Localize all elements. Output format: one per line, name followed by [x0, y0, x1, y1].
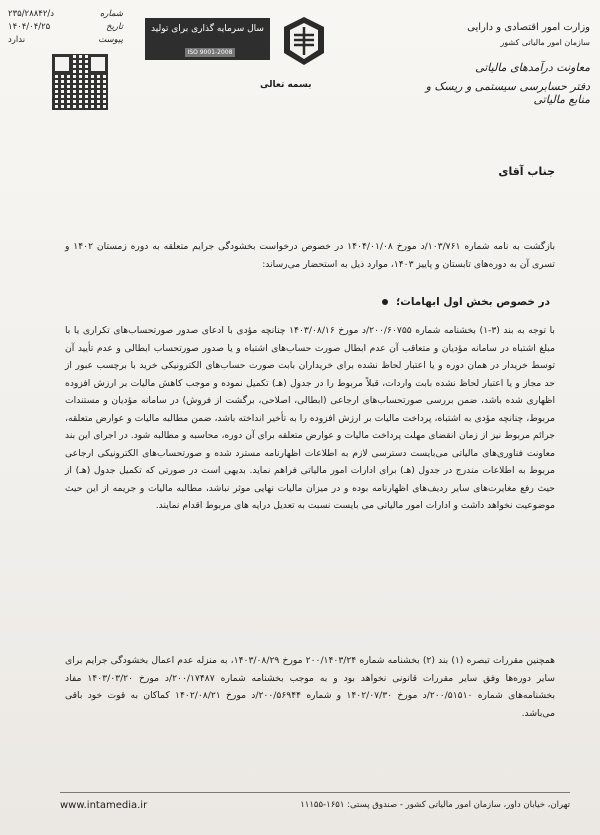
deputy-name: معاونت درآمدهای مالیاتی — [475, 61, 590, 74]
bullet-icon — [382, 299, 388, 305]
section-heading-text: در خصوص بخش اول ابهامات؛ — [396, 296, 550, 308]
ministry-header — [420, 22, 590, 106]
body-paragraph-1: با توجه به بند (۳-۱) بخشنامه شماره ۲۰۰/۶۰۷۵۵/د مورخ ۱۴۰۳/۰۸/۱۶ چنانچه مؤدی با ادعای صدور صورتحساب‌های تکراری یا با مبلغ اشتباه در سامانه مؤدیان و متعاقب آن عدم ابطال صورت حساب‌های اشتباه و یا صدور صورتحساب ابطالی و عدم تأیید آن توسط خریدار در همان دوره و یا اعتبار لحاظ نشده برای خریداران بابت صورت حساب‌های الکترونیکی خرید با برچسب عبور از حد مجاز و یا اعتبار لحاظ نشده بابت واردات، قبلاً مربوط را در جدول (هـ) تکمیل نموده و موجب کاهش مالیات بر ارزش افزوده اظهاری شده باشد، ضمن بررسی صورتحساب‌های ارجاعی (ابطالی، اصلاحی، برگشت از فروش) در سامانه مؤدیان و مستندات مربوط، چنانچه مؤدی به اشتباه، پرداخت مالیات بر ارزش افزوده را به تأخیر انداخته باشد، ضمن مطالبه مالیات و عوارض متعلقه، جرائم مربوط نیز از زمان انقضای مهلت پرداخت مالیات و عوارض متعلقه برای آن دوره، محاسبه و مطالبه شود. در اجرای این بند معاونت فناوری‌های مالیاتی می‌بایست دسترسی لازم به اطلاعات اظهارنامه مسترد شده و صورتحساب‌های الکترونیکی ارجاعی مربوط به اطلاعات مندرج در جدول (هـ) برای ادارات امور مالیاتی فراهم نماید. بدیهی است در صورتی که تکمیل جدول (هـ) از حیث رفع مغایرت‌های سایر ردیف‌های اظهارنامه بوده و در میزان مالیات نهایی موثر نباشد، مطالبه مالیات و جریمه از این حیث موضوعیت نخواهد داشت و ادارات امور مالیاتی می بایست نسبت به تعدیل درایه های مربوط اقدام نمایند. — [65, 325, 555, 511]
footer-address: تهران، خیابان داور، سازمان امور مالیاتی کشور - صندوق پستی: ۱۶۵۱-۱۱۱۵۵ — [300, 800, 570, 810]
tax-organization-emblem-icon — [280, 15, 328, 67]
date-label: تاریخ — [106, 22, 123, 32]
addressee: جناب آقای — [498, 165, 555, 178]
attachment-value: ندارد — [8, 35, 26, 45]
intro-paragraph: بازگشت به نامه شماره ۱۰۳/۷۶۱/د مورخ ۱۴۰۴/۰۱/۰۸ در خصوص درخواست بخشودگی جرایم متعلقه به دوره زمستان ۱۴۰۲ و تسری آن به دوره‌های تابستان و پاییز ۱۴۰۳، موارد ذیل به استحضار می‌رساند: — [65, 241, 556, 270]
qr-code-icon — [52, 54, 108, 110]
footer-website-link[interactable]: www.intamedia.ir — [60, 800, 148, 811]
ministry-name: وزارت امور اقتصادی و دارایی — [467, 22, 590, 33]
letter-meta — [8, 8, 123, 47]
basmala: بسمه تعالی — [260, 80, 312, 90]
body-paragraph-2: همچنین مقررات تبصره (۱) بند (۲) بخشنامه شماره ۲۰۰/۱۴۰۳/۲۴ مورخ ۱۴۰۳/۰۸/۲۹، به منزله عدم اعمال بخشودگی جرایم برای سایر دوره‌ها وفق سایر مقررات قانونی نخواهد بود و به موجب بخشنامه شماره ۲۰۰/۱۷۴۸۷/د مورخ ۱۴۰۳/۰۳/۲۰ مفاد بخشنامه‌های شماره ۲۰۰/۵۱۵۱۰/د مورخ ۱۴۰۲/۰۷/۳۰ و شماره ۲۰۰/۵۶۹۴۴/د مورخ ۱۴۰۲/۰۸/۲۱ کماکان به قوت خود باقی می‌باشد. — [65, 655, 556, 719]
footer-divider — [60, 792, 570, 793]
office-name: دفتر حسابرسی سیستمی و ریسک و منابع مالیاتی — [425, 80, 590, 106]
organization-name: سازمان امور مالیاتی کشور — [500, 38, 590, 47]
attachment-label: پیوست — [98, 35, 123, 45]
iso-badge: ISO 9001-2008 — [185, 48, 235, 57]
letter-number: د/۲۳۵/۲۸۸۴۲ — [8, 9, 55, 19]
section-heading — [382, 296, 550, 308]
number-label: شماره — [99, 9, 123, 19]
slogan-banner — [145, 18, 270, 60]
letter-date: ۱۴۰۴/۰۴/۲۵ — [8, 22, 51, 32]
slogan-text: سال سرمایه گذاری برای تولید — [151, 24, 264, 34]
